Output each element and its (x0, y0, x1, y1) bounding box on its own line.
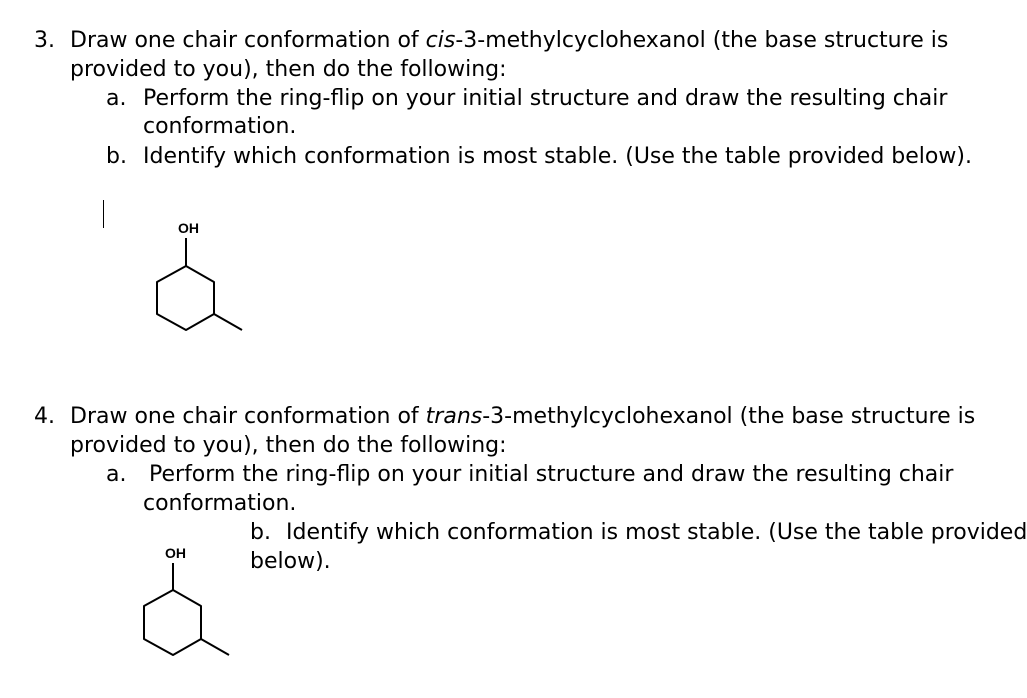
q4-structure (125, 535, 245, 665)
q4-cyclohexane-ring (144, 563, 229, 655)
q3-part-b-line1: Identify which conformation is most stable. (Use the table provided below). (143, 144, 972, 169)
q3-intro-pre: Draw one chair conformation of (70, 28, 426, 53)
q4-oh-label: OH (165, 545, 186, 561)
q4-part-b-line1: Identify which conformation is most stable. (Use the table provided (286, 520, 1027, 545)
text-cursor (103, 200, 104, 228)
q4-part-a-line1: Perform the ring-flip on your initial structure and draw the resulting chair (149, 462, 954, 487)
q4-intro-line1 (70, 403, 975, 431)
q4-part-b-line2: below). (250, 549, 331, 574)
q3-number: 3. (34, 28, 55, 53)
q4-part-a-line2: conformation. (143, 491, 297, 516)
q4-intro-post: -3-methylcyclohexanol (the base structure is (482, 404, 976, 429)
q3-intro-line2: provided to you), then do the following: (70, 57, 507, 82)
q4-intro-line2: provided to you), then do the following: (70, 433, 507, 458)
q4-number: 4. (34, 404, 55, 429)
q3-cyclohexane-ring (157, 238, 242, 330)
q3-oh-label: OH (178, 220, 199, 236)
q3-intro-post: -3-methylcyclohexanol (the base structure is (455, 28, 949, 53)
q3-part-a-letter: a. (106, 86, 127, 111)
q3-structure (140, 210, 260, 340)
q3-intro-line1 (70, 27, 948, 55)
q4-part-a-letter: a. (106, 462, 127, 487)
q3-part-a-line1: Perform the ring-flip on your initial structure and draw the resulting chair (143, 86, 948, 111)
q3-part-b-letter: b. (106, 144, 127, 169)
q4-intro-pre: Draw one chair conformation of (70, 404, 426, 429)
q3-intro-italic: cis (425, 28, 456, 53)
q4-part-b-letter: b. (250, 520, 271, 545)
q4-intro-italic: trans (425, 404, 483, 429)
q3-part-a-line2: conformation. (143, 114, 297, 139)
